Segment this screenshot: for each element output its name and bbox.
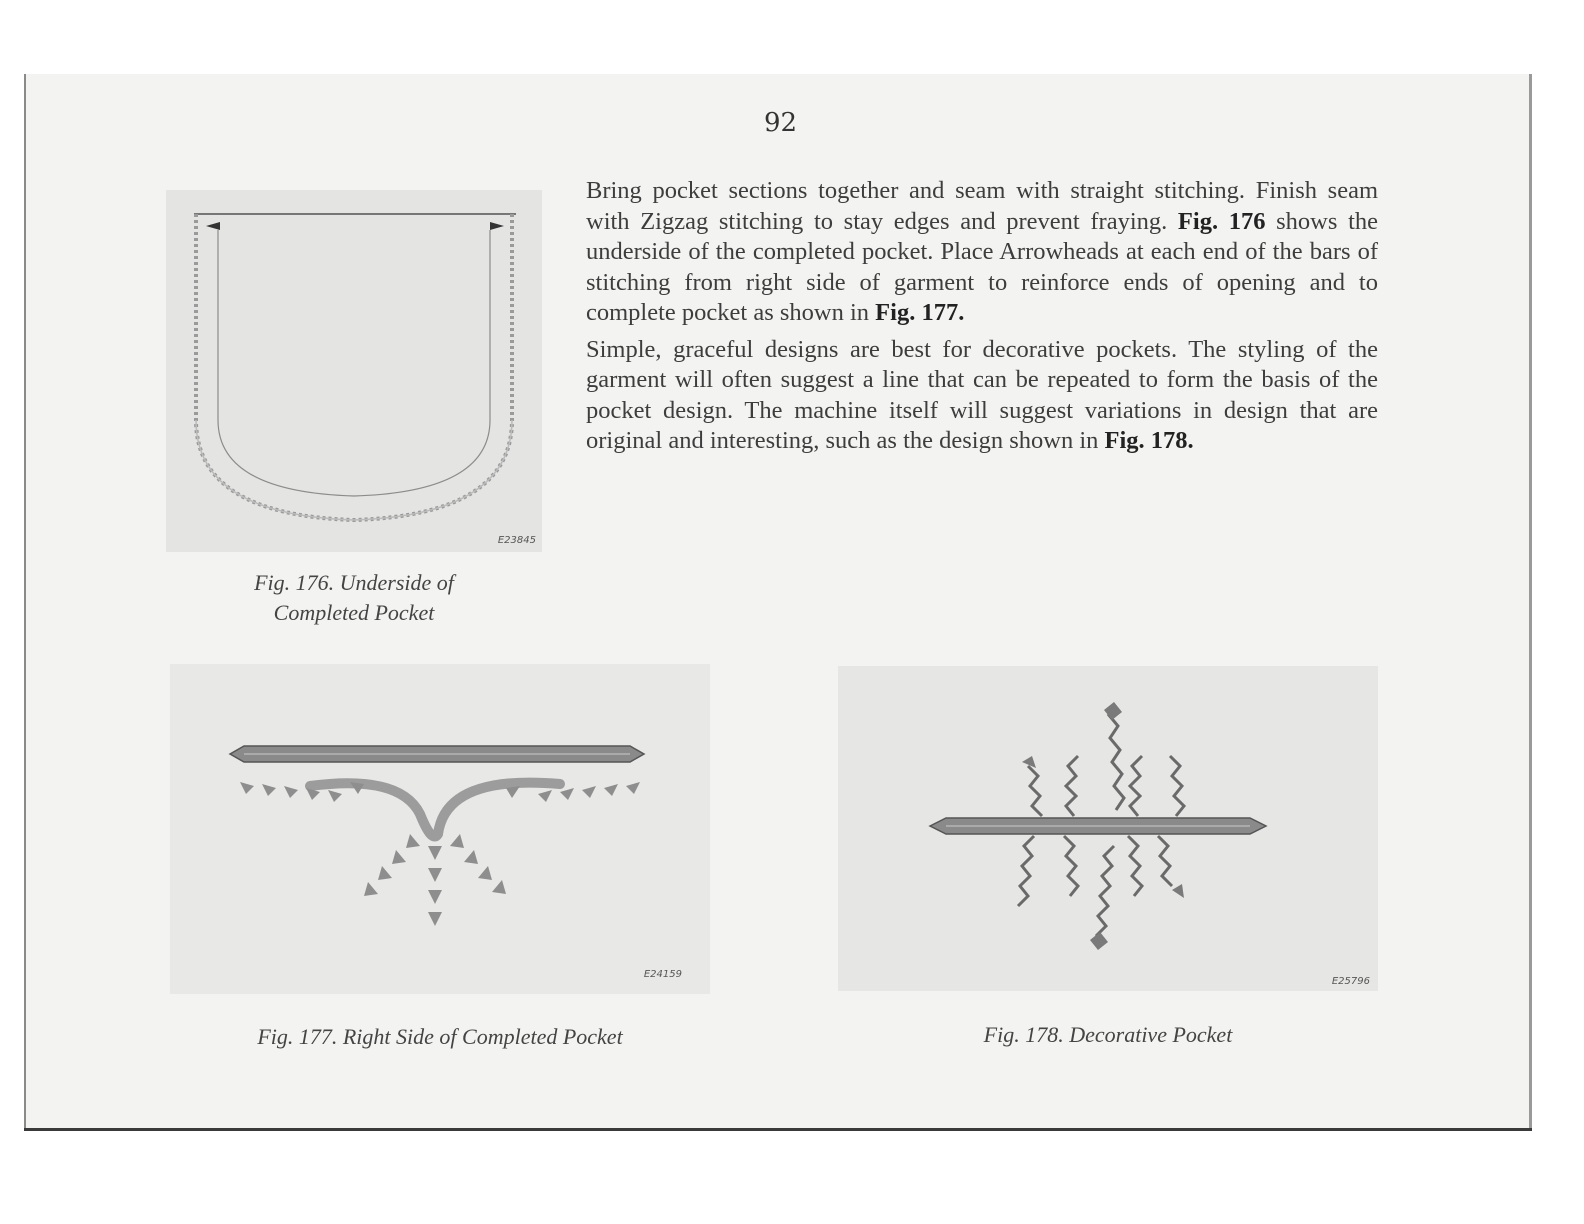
page-number: 92 (764, 108, 798, 138)
paragraph-1 (586, 176, 1378, 329)
body-text (586, 176, 1378, 463)
figure-176-caption (174, 568, 534, 628)
p2-text-a: Simple, graceful designs are best for decorative pockets. The styling of the garment will often suggest a line that can be repeated to form the basis of the pocket design. The machine itself will suggest variations in design that are original and interesting, such as the design shown in (586, 335, 1378, 454)
p1-fig-ref-177: Fig. 177. (875, 299, 965, 326)
decorative-pocket-illustration (838, 666, 1378, 991)
p1-text-b: shows the underside of the completed pocket. Place Arrowheads at each end of the bars of stitching from right side of garment to reinforce ends of opening and to complete pocket as shown in (586, 207, 1378, 326)
figure-178-caption: Fig. 178. Decorative Pocket (983, 1022, 1233, 1047)
pocket-underside-illustration (166, 190, 542, 552)
paragraph-2 (586, 335, 1378, 457)
caption-176-line2: Completed Pocket (273, 600, 435, 625)
figure-176-image (166, 190, 542, 552)
plate-id-176: E23845 (497, 535, 536, 546)
figure-178-image (838, 666, 1378, 991)
plate-id-178: E25796 (1331, 976, 1370, 987)
book-page (24, 74, 1532, 1131)
figure-177-image (170, 664, 710, 994)
p1-text-a: Bring pocket sections together and seam with straight stitching. Finish seam with Zigzag stitching to stay edges and prevent fraying. (586, 177, 1378, 235)
plate-id-177: E24159 (643, 969, 682, 980)
p2-fig-ref-178: Fig. 178. (1104, 427, 1194, 454)
figure-177-caption: Fig. 177. Right Side of Completed Pocket (257, 1024, 623, 1049)
pocket-right-side-illustration (170, 664, 710, 994)
p1-fig-ref-176: Fig. 176 (1177, 207, 1266, 235)
caption-176-line1: Fig. 176. Underside of (254, 570, 454, 595)
